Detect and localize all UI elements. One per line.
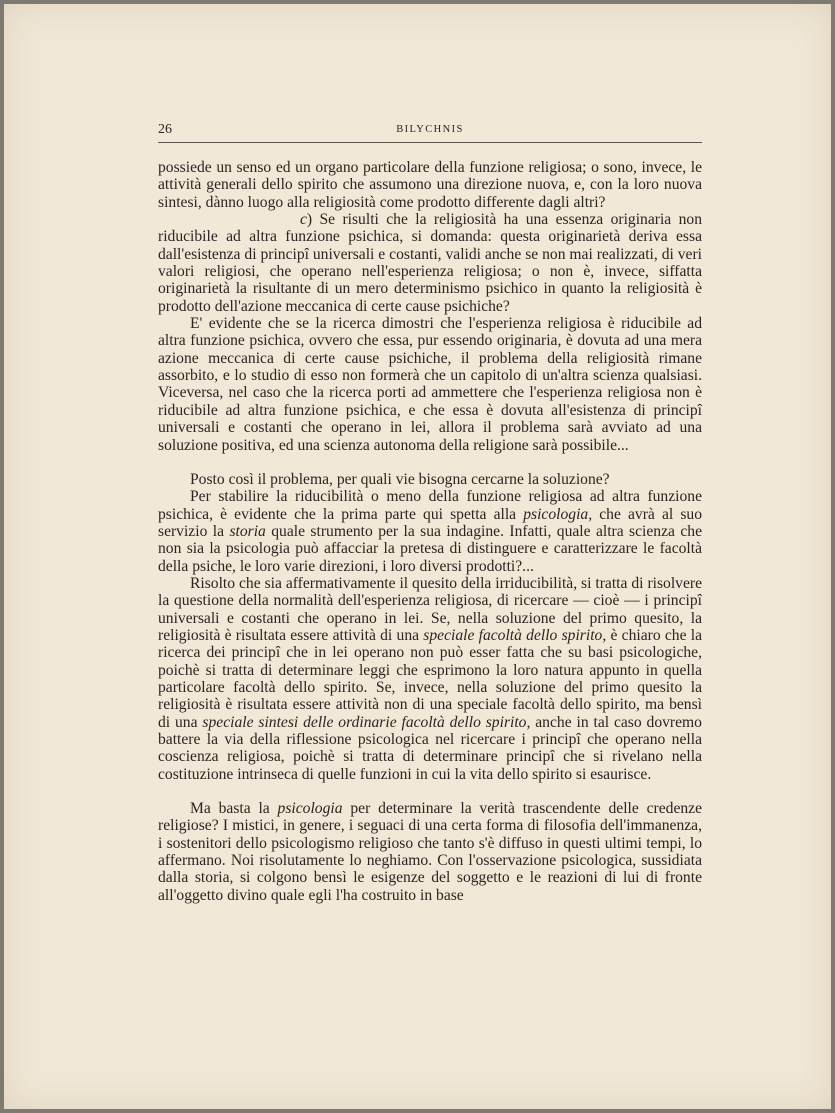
text-run: è chiaro che la ricerca dei principî che in lei operano non può esser fatta che su basi psicologiche, poichè si tratta di determinare leggi che esprimono la loro natura appunto in quella particolare facoltà dello spirito. Se, invece, nella soluzione del primo quesito la religiosità è risultata essere attività non di una speciale facoltà dello spirito, ma bensì di una [158,626,702,731]
text-run: anche in tal caso dovremo battere la via della riflessione psicologica nel ricercare i principî che operano nella coscienza religiosa, poichè si tratta di determinare principî che si rivelano nella costituzione intrinseca di quelle funzioni in cui la vita dello spirito si esaurisce. [158,713,702,783]
paragraph [158,159,702,211]
paragraph [158,315,702,454]
paragraph [158,211,702,315]
paragraph [158,575,702,783]
emphasis: psicologia, [523,505,593,523]
text-run: ) Se risulti che la religiosità ha una essenza originaria non riducibile ad altra funzione psichica, si domanda: questa originarietà deriva essa dall'esistenza di principî universali e costanti, validi anche se non mai realizzati, di veri valori religiosi, che operano nell'esperienza religiosa; o non è, invece, siffatta originarietà la risultante di un mero determinismo psichico in quanto la religiosità è prodotto dell'azione meccanica di certe cause psichiche? [158,211,702,315]
page-number: 26 [158,122,172,137]
emphasis: speciale sintesi delle ordinarie facoltà dello spirito, [202,713,531,731]
running-title: BILYCHNIS [396,124,464,135]
paragraph [158,471,702,488]
text-run: per determinare la verità trascendente delle credenze religiose? I mistici, in genere, i seguaci di una certa forma di filosofia dell'immanenza, i sostenitori dello psicologismo religioso che tanto s'è diffuso in questi ultimi tempi, lo affermano. Noi risolutamente lo neghiamo. Con l'osservazione psicologica, sussidiata dalla storia, si colgono bensì le esigenze del soggetto e le reazioni di lui di fronte all'oggetto divino quale egli l'ha costruito in base [158,800,703,904]
emphasis: speciale facoltà dello spirito, [423,626,607,644]
text-run: E' evidente che se la ricerca dimostri che l'esperienza religiosa è riducibile ad altra funzione psichica, ovvero che essa, pur essendo originaria, è dovuta ad una mera azione meccanica di certe cause psichiche, il problema della religiosità rimane assorbito, e lo studio di esso non formerà che un capitolo di un'altra scienza qualsiasi. Viceversa, nel caso che la ricerca porti ad ammettere che l'esperienza religiosa non è riducibile ad altra funzione psichica, e che essa è dovuta all'esistenza di principî universali e costanti che operano in lei, allora il problema sarà avviato ad una soluzione positiva, ed una scienza autonoma della religione sarà possibile... [158,315,702,454]
text-run: che avrà al suo servizio la [158,505,703,540]
emphasis: storia [229,522,266,540]
text-run: Posto così il problema, per quali vie bisogna cercarne la soluzione? [190,470,610,488]
list-marker: c [300,211,307,229]
emphasis: psicologia [277,800,343,818]
body-text [158,159,702,904]
paragraph [158,800,702,904]
page-sheet [4,4,831,1109]
page-header [158,122,702,143]
text-run: possiede un senso ed un organo particolare della funzione religiosa; o sono, invece, le attività generali dello spirito che assumono una direzione nuova, e, con la loro nuova sintesi, dànno luogo alla religiosità come prodotto differente dagli altri? [158,159,702,211]
text-run: Risolto che sia affermativamente il quesito della irriducibilità, si tratta di risolvere la questione della normalità dell'esperienza religiosa, di ricercare — cioè — i principî universali e costanti che operano in lei. Se, nella soluzione del primo quesito, la religiosità è risultata essere attività di una [158,574,702,644]
paragraph [158,488,702,575]
text-run: quale strumento per la sua indagine. Infatti, quale altra scienza che non sia la psicologia può affacciar la pretesa di distinguere e caratterizzare le facoltà della psiche, le loro varie direzioni, i loro diversi prodotti?... [158,522,702,575]
text-run: Per stabilire la riducibilità o meno della funzione religiosa ad altra funzione psichica, è evidente che la prima parte qui spetta alla [158,488,702,523]
text-run: Ma basta la [190,800,278,818]
